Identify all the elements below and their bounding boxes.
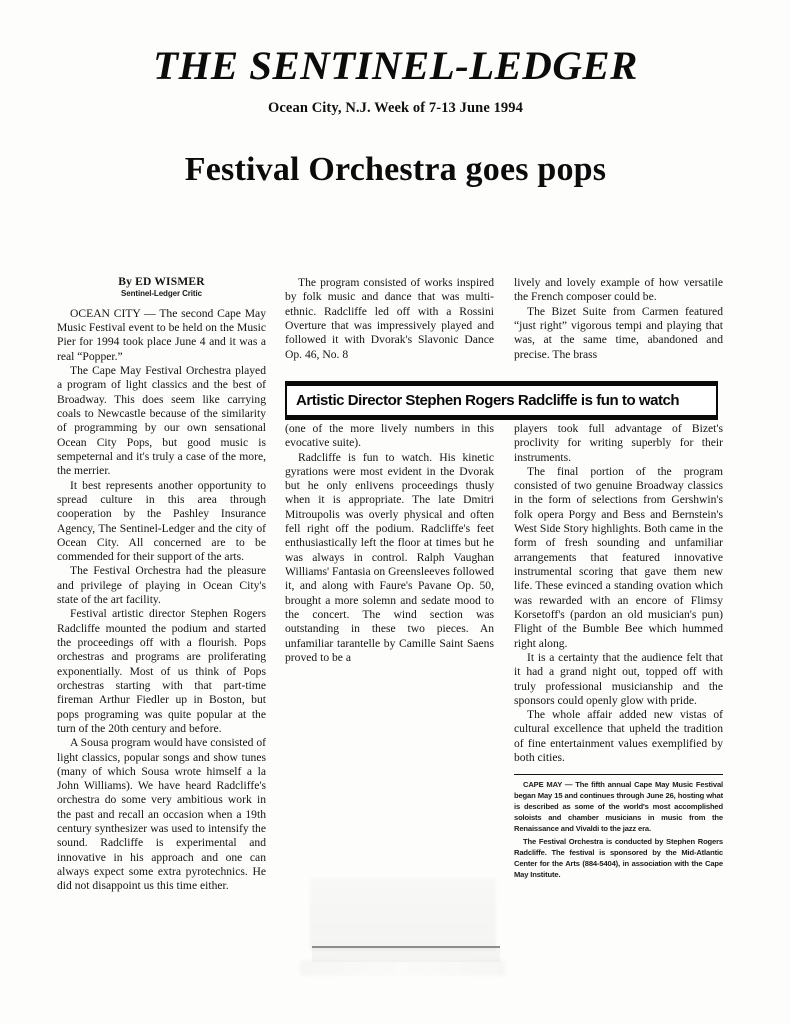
paragraph: Radcliffe is fun to watch. His kinetic gyrations were most evident in the Dvorak but he only enlivens proceedings thusly when it is appropriate. The late Dmitri Mitroupolis was overly physical and often fell right off the podium. Radcliffe's feet enthusiastically left the floor at times but he was always in control. Ralph Vaughan Williams' Fantasia on Greensleeves followed it, and along with Faure's Pavane Op. 50, brought a more solemn and sedate mood to the concert. The wind section was outstanding in these two pieces. An unfamiliar tarantelle by Camille Saint Saens proved to be a bbox=[285, 450, 494, 664]
paragraph: The final portion of the program consisted of two genuine Broadway classics in the form of selections from Gershwin's folk opera Porgy and Bess and Bernstein's West Side Story highlights. Both came in the form of fresh sounding and unfamiliar arrangements that featured innovative instrumental scoring that gave them new life. These evinced a standing ovation which was rewarded with an encore of Flimsy Korsetoff's (pardon an old musician's pun) Flight of the Bumble Bee which hummed right along. bbox=[514, 464, 723, 650]
article-column-3 bbox=[514, 276, 723, 880]
paragraph: OCEAN CITY — The second Cape May Music Festival event to be held on the Music Pier for 1994 took place June 4 and it was a real “Popper.” bbox=[57, 306, 266, 363]
paragraph: The Bizet Suite from Carmen featured “just right” vigorous tempi and playing that was, at the same time, abandoned and precise. The brass bbox=[514, 304, 723, 361]
article-headline: Festival Orchestra goes pops bbox=[184, 151, 607, 188]
paragraph: The program consisted of works inspired by folk music and dance that was multi-ethnic. Radcliffe led off with a Rossini Overture that was impressively played and followed it with Dvorak's Slavonic Dance Op. 46, No. 8 bbox=[285, 276, 494, 361]
byline bbox=[57, 276, 266, 299]
paragraph: A Sousa program would have consisted of light classics, popular songs and show tunes (many of which Sousa wrote himself a la John Williams). We have heard Radcliffe's orchestra do some very ambitious work in the past and recall an occasion when a 19th century synthesizer was used to intensify the sound. Radcliffe is experimental and innovative in his approach and one can always expect some extra pyrotechnics. He did not disappoint us this time either. bbox=[57, 736, 266, 893]
scan-artifact-specks bbox=[300, 960, 505, 976]
masthead-location-date: Ocean City, N.J. Week of 7-13 June 1994 bbox=[268, 100, 523, 116]
paragraph: players took full advantage of Bizet's proclivity for writing superbly for their instruments. bbox=[514, 421, 723, 464]
endnote-paragraph: CAPE MAY — The fifth annual Cape May Music Festival began May 15 and continues through June 26, hosting what is described as some of the world's most accomplished soloists and chamber musicians in music from the Renaissance and Vivaldi to the jazz era. bbox=[514, 780, 723, 833]
endnote-paragraph: The Festival Orchestra is conducted by Stephen Rogers Radcliffe. The festival is sponsored by the Mid-Atlantic Center for the Arts (884-5404), in association with the Cape May Institute. bbox=[514, 837, 723, 879]
endnote-divider bbox=[514, 774, 723, 775]
paragraph: (one of the more lively numbers in this evocative suite). bbox=[285, 421, 494, 450]
pull-quote-text: Artistic Director Stephen Rogers Radcliffe is fun to watch bbox=[296, 392, 680, 409]
paragraph: The Cape May Festival Orchestra played a program of light classics and the best of Broadway. This does seem like carrying coals to Newcastle because of the similarity of programming by our own sensational Ocean City Pops, but good music is sempeternal and it's truly a case of the more, the merrier. bbox=[57, 364, 266, 478]
article-column-2 bbox=[285, 276, 494, 665]
paragraph: It is a certainty that the audience felt that it had a grand night out, topped off with truly professional musicianship and the sponsors could openly glow with pride. bbox=[514, 650, 723, 707]
masthead bbox=[0, 43, 791, 117]
newspaper-title: THE SENTINEL-LEDGER bbox=[153, 43, 638, 88]
endnote-block bbox=[514, 780, 723, 880]
paragraph: Festival artistic director Stephen Rogers Radcliffe mounted the podium and started the proceedings off with a flourish. Pops orchestras and programs are proliferating exponentially. Most of us think of Pops orchestras starting with that part-time fireman Arthur Fiedler up in Boston, but pops programing was quite popular at the turn of the 20th century and before. bbox=[57, 607, 266, 735]
paragraph: The whole affair added new vistas of cultural excellence that upheld the tradition of fine entertainment values exemplified by both cities. bbox=[514, 708, 723, 765]
paragraph: The Festival Orchestra had the pleasure and privilege of playing in Ocean City's state of the art facility. bbox=[57, 564, 266, 607]
article-column-1 bbox=[57, 276, 266, 894]
scan-artifact-block bbox=[310, 878, 496, 950]
byline-credit: Sentinel-Ledger Critic bbox=[121, 288, 202, 298]
paragraph: lively and lovely example of how versatile the French composer could be. bbox=[514, 276, 723, 304]
byline-author: By ED WISMER bbox=[118, 276, 205, 288]
pull-quote-banner bbox=[285, 381, 718, 420]
paragraph: It best represents another opportunity to spread culture in this area through cooperation by the Pashley Insurance Agency, The Sentinel-Ledger and the city of Ocean City. All concerned are to be commended for their support of the arts. bbox=[57, 478, 266, 564]
